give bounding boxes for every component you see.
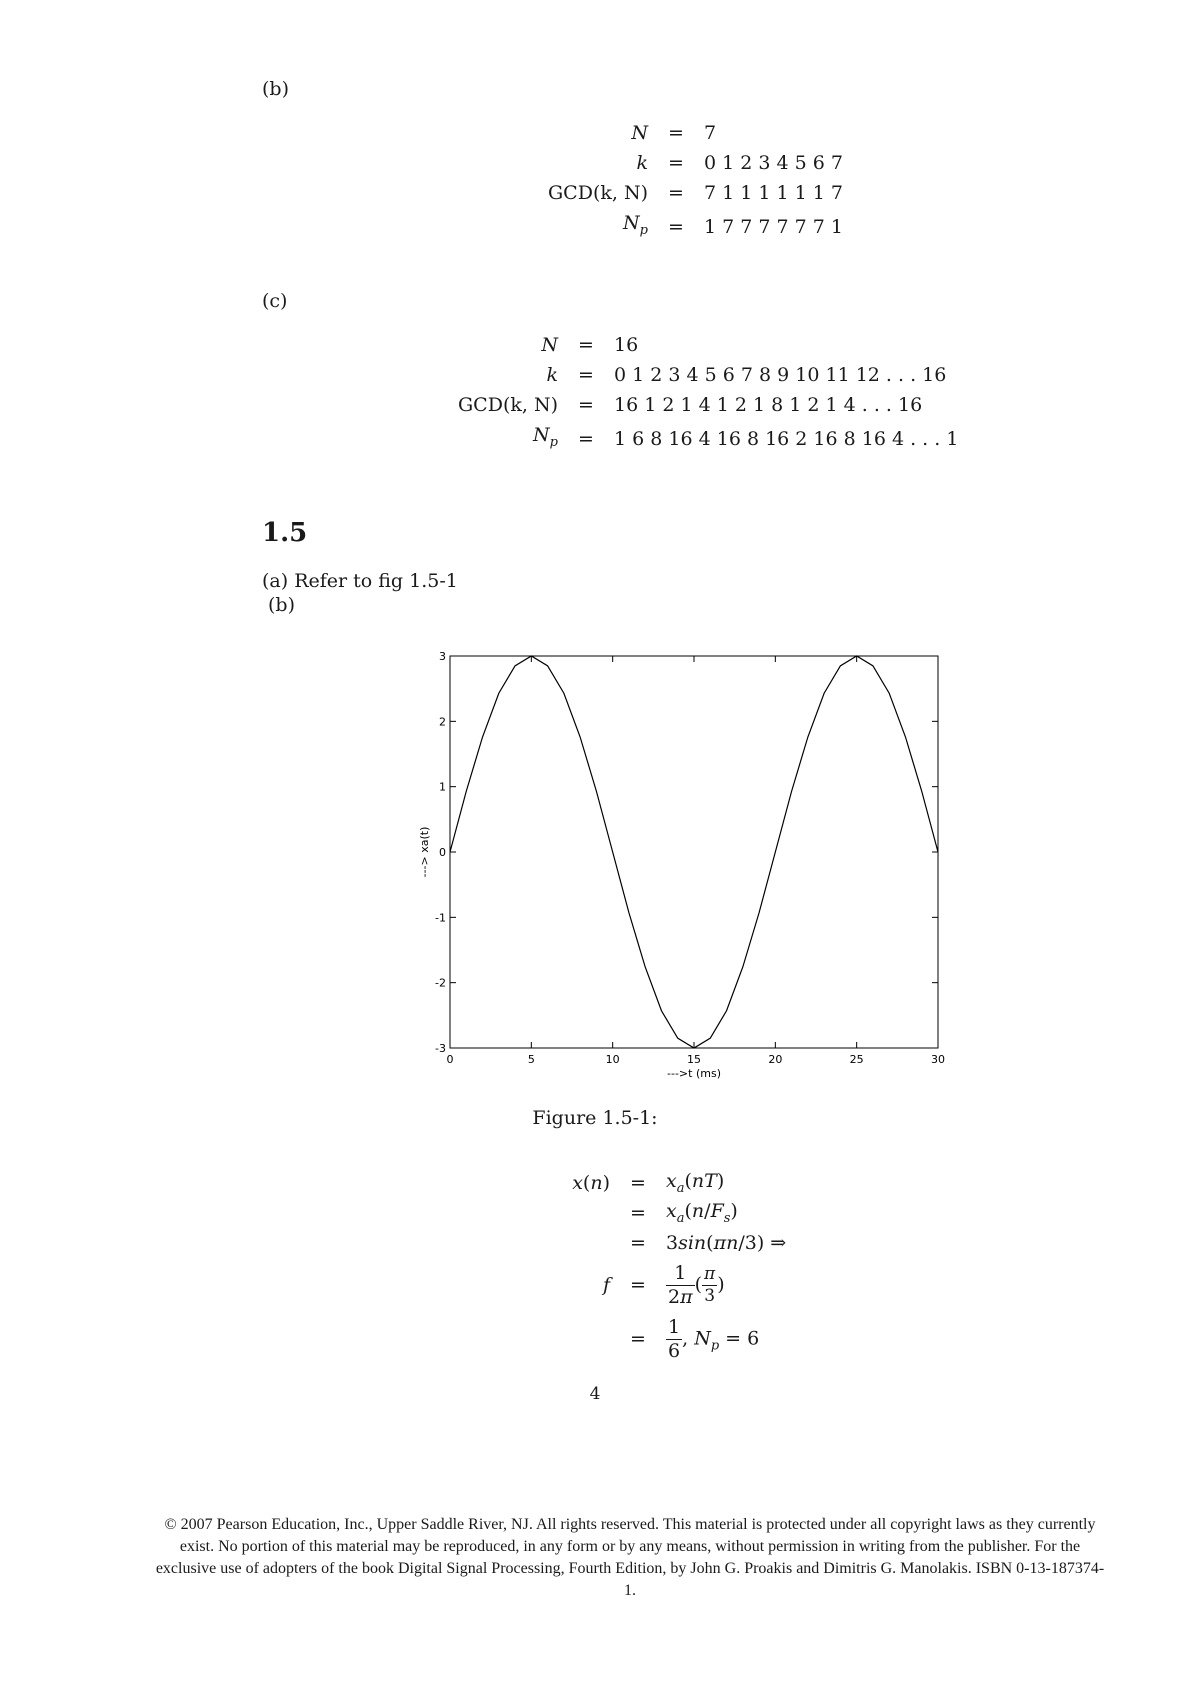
y-tick-label: 2 — [439, 715, 446, 729]
y-axis-label: ---> xa(t) — [418, 826, 431, 878]
x-tick-label: 0 — [446, 1053, 454, 1066]
x-axis-label: --->t (ms) — [667, 1067, 721, 1080]
y-tick-label: 3 — [439, 650, 446, 663]
series-line — [450, 656, 938, 1048]
eq-op: = — [578, 334, 594, 356]
eq-rhs: 16 1 2 1 4 1 2 1 8 1 2 1 4 . . . 16 — [614, 394, 923, 416]
eq-lhs: N — [623, 212, 640, 234]
eq-lhs: k — [546, 364, 558, 386]
part-b-label: (b) — [262, 78, 289, 100]
eq-op: = — [578, 364, 594, 386]
sine-wave-chart — [400, 640, 960, 1080]
part-c-equations — [440, 330, 958, 458]
eq-rhs: 3sin(πn/3) ⇒ — [666, 1232, 787, 1254]
section-line-b: (b) — [268, 594, 295, 616]
eq-rhs: 1 7 7 7 7 7 7 1 — [704, 215, 843, 238]
eq-rhs: $x_a(nT)$ — [666, 1170, 725, 1196]
eq-rhs: $x_a(n/F_s)$ — [666, 1200, 738, 1226]
eq-lhs: x(n) — [572, 1172, 610, 1194]
eq-op: = — [630, 1202, 646, 1224]
eq-op: = — [630, 1274, 646, 1296]
y-tick-label: -1 — [435, 911, 446, 925]
eq-lhs: N — [533, 424, 550, 446]
part-b-equations — [530, 118, 843, 246]
eq-rhs: 0 1 2 3 4 5 6 7 — [704, 152, 843, 174]
eq-lhs: GCD(k, N) — [548, 182, 648, 204]
eq-lhs-sub: p — [639, 222, 648, 238]
eq-op: = — [668, 215, 684, 238]
x-tick-label: 10 — [605, 1053, 620, 1066]
eq-lhs: k — [636, 152, 648, 174]
plot-frame — [450, 656, 938, 1048]
section-line-a: (a) Refer to fig 1.5-1 — [262, 570, 458, 592]
eq-lhs-sub: p — [549, 434, 558, 450]
eq-op: = — [630, 1328, 646, 1350]
eq-op: = — [630, 1172, 646, 1194]
part-c-label: (c) — [262, 290, 288, 312]
tick-labels — [435, 650, 945, 1066]
eq-lhs: GCD(k, N) — [458, 394, 558, 416]
y-tick-label: 0 — [439, 846, 446, 859]
eq-op: = — [668, 152, 684, 174]
x-tick-label: 20 — [768, 1053, 783, 1066]
section-title: 1.5 — [262, 518, 308, 548]
eq-op: = — [668, 182, 684, 204]
derivation-equations — [540, 1168, 786, 1366]
eq-rhs: 0 1 2 3 4 5 6 7 8 9 10 11 12 . . . 16 — [614, 364, 947, 386]
eq-rhs: $\frac{1}{2\pi}$ ( $\frac{\pi}{3}$ ) — [668, 1261, 725, 1308]
copyright-notice: © 2007 Pearson Education, Inc., Upper Saddle River, NJ. All rights reserved. This material is protected under all copyright laws as they currently exist. No portion of this material may be reproduced, in any form or by any means, without permission in writing from the publisher. For the exclusive use of adopters of the book Digital Signal Processing, Fourth Edition, by John G. Proakis and Dimitris G. Manolakis. ISBN 0-13-187374-1. — [155, 1516, 1105, 1599]
x-tick-label: 15 — [687, 1053, 701, 1066]
x-tick-label: 25 — [849, 1053, 864, 1066]
y-tick-label: -3 — [435, 1042, 446, 1055]
x-tick-label: 5 — [527, 1053, 535, 1066]
eq-rhs: 7 1 1 1 1 1 1 7 — [704, 182, 843, 204]
eq-rhs: 16 — [614, 334, 639, 356]
eq-rhs: $\frac{1}{6}$ , $N_p = 6$ — [668, 1315, 760, 1362]
eq-lhs: N — [541, 334, 558, 356]
eq-rhs: 1 6 8 16 4 16 8 16 2 16 8 16 4 . . . 1 — [614, 427, 959, 450]
eq-op: = — [578, 427, 594, 450]
eq-rhs: 7 — [704, 122, 717, 144]
eq-op: = — [668, 122, 684, 144]
eq-lhs: f — [602, 1274, 610, 1296]
y-tick-label: -2 — [435, 976, 446, 990]
y-tick-label: 1 — [439, 780, 446, 794]
eq-lhs: N — [631, 122, 648, 144]
page-number: 4 — [589, 1384, 601, 1404]
eq-op: = — [578, 394, 594, 416]
eq-op: = — [630, 1232, 646, 1254]
x-tick-label: 30 — [931, 1053, 945, 1066]
figure-caption: Figure 1.5-1: — [532, 1107, 658, 1129]
axis-ticks — [450, 656, 938, 1048]
